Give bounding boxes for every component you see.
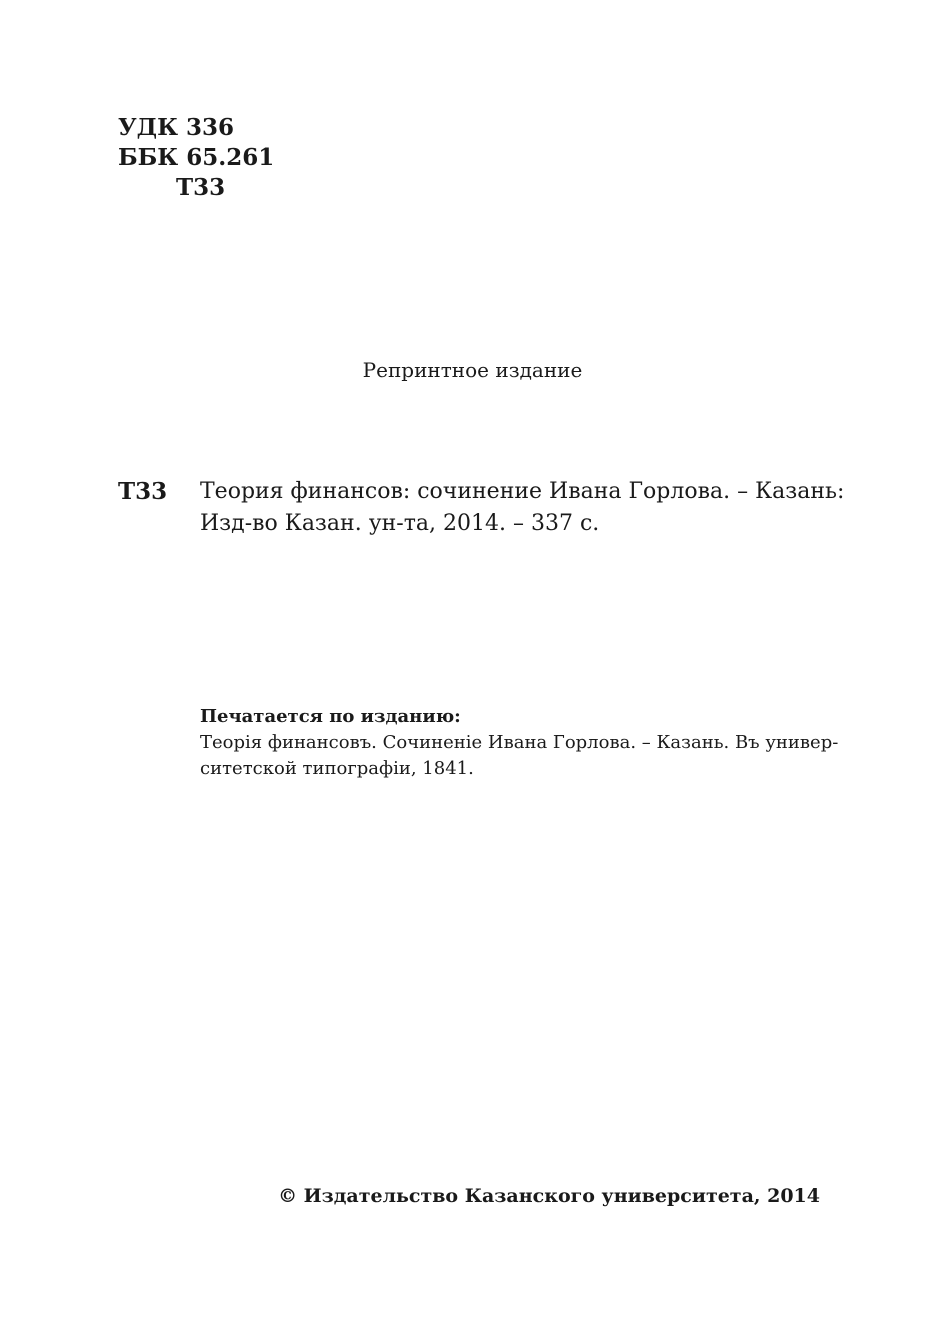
- classification-block: [118, 113, 274, 203]
- copyright-notice: © Издательство Казанского университета, 2014: [278, 1185, 820, 1207]
- author-mark: Т33: [176, 174, 226, 201]
- source-line-1: Теорія финансовъ. Сочиненіе Ивана Горлова. – Казань. Въ универ-: [200, 732, 839, 753]
- source-line-2: ситетской типографіи, 1841.: [200, 758, 474, 779]
- bibliographic-entry: [200, 476, 845, 540]
- edition-note: Репринтное издание: [362, 358, 583, 382]
- source-heading: Печатается по изданию:: [200, 706, 461, 727]
- entry-line-1: Теория финансов: сочинение Ивана Горлова. – Казань:: [200, 479, 845, 504]
- bbk-code: ББК 65.261: [118, 144, 275, 171]
- entry-line-2: Изд-во Казан. ун-та, 2014. – 337 с.: [200, 511, 600, 536]
- entry-author-mark: Т33: [118, 478, 168, 505]
- source-edition-block: [200, 704, 840, 782]
- udk-code: УДК 336: [118, 114, 235, 141]
